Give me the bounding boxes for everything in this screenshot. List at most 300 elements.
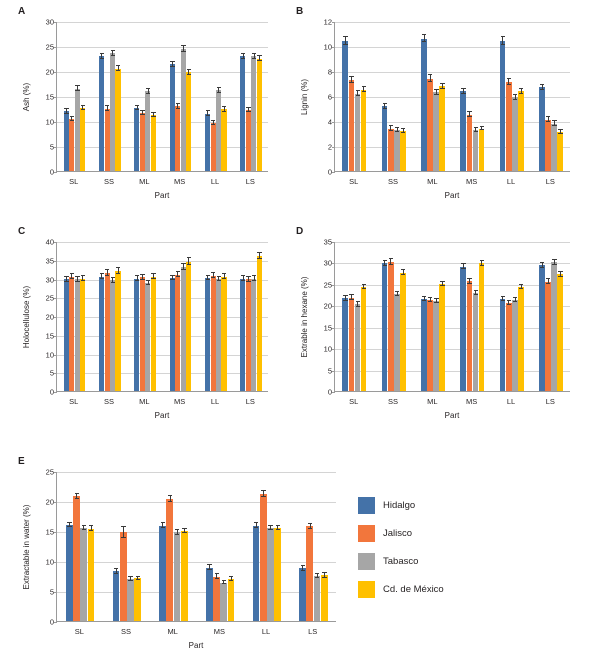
x-tick-label: SL [69, 177, 79, 186]
bar-group [500, 22, 524, 171]
error-bar-cap [395, 295, 399, 296]
error-bar-cap [75, 281, 79, 282]
bar [220, 583, 227, 621]
error-bar-cap [474, 131, 478, 132]
error-bar-cap [161, 527, 165, 528]
error-bar-cap [467, 116, 471, 117]
bar [99, 277, 104, 391]
error-bar-cap [82, 525, 86, 526]
bar [467, 115, 473, 171]
error-bar-cap [401, 269, 405, 270]
gridline [57, 472, 336, 473]
bar [467, 281, 473, 391]
error-bar-cap [222, 273, 226, 274]
y-tick-mark [332, 97, 335, 98]
bar [394, 294, 400, 391]
error-bar-cap [170, 279, 174, 280]
bar [240, 279, 245, 392]
x-axis-label: Part [188, 641, 204, 650]
error-bar-cap [552, 125, 556, 126]
bar [115, 69, 120, 172]
error-bar-cap [383, 108, 387, 109]
bar [355, 304, 361, 391]
y-tick-mark [332, 72, 335, 73]
error-bar-cap [151, 273, 155, 274]
y-tick-label: 10 [45, 557, 54, 567]
error-bar-cap [513, 94, 517, 95]
gridline [57, 97, 268, 98]
x-tick-label: SS [387, 397, 398, 406]
y-tick-mark [54, 502, 57, 503]
y-tick-mark [54, 392, 57, 393]
legend-item [358, 550, 444, 572]
error-bar-cap [507, 300, 511, 301]
bar-group [421, 242, 445, 391]
error-bar-cap [151, 116, 155, 117]
error-bar-cap [105, 275, 109, 276]
error-bar-cap [301, 565, 305, 566]
error-bar-cap [151, 112, 155, 113]
error-bar-cap [116, 70, 120, 71]
bar [66, 525, 73, 621]
error-bar-cap [434, 302, 438, 303]
x-tick-label: ML [139, 177, 150, 186]
error-bar-cap [558, 133, 562, 134]
bar-group [253, 472, 282, 621]
bar [105, 273, 110, 391]
bar [113, 571, 120, 621]
error-bar-cap [170, 61, 174, 62]
y-tick-mark [54, 532, 57, 533]
error-bar-cap [389, 130, 393, 131]
error-bar-cap [461, 263, 465, 264]
error-bar-cap [546, 121, 550, 122]
legend-swatch-icon [358, 553, 375, 570]
bar-group [382, 22, 406, 171]
y-tick-mark [54, 317, 57, 318]
error-bar-cap [222, 106, 226, 107]
y-axis-label: Extrable in hexane (%) [300, 276, 309, 358]
error-bar-cap [64, 276, 68, 277]
x-tick-label: LS [245, 177, 255, 186]
error-bar-cap [146, 280, 150, 281]
bar [382, 263, 388, 391]
y-tick-label: 35 [45, 256, 54, 265]
error-bar-cap [507, 84, 511, 85]
x-tick-label: LL [261, 627, 271, 636]
y-axis-label: Ash (%) [22, 82, 31, 112]
y-tick-label: 30 [323, 258, 332, 268]
error-bar-cap [395, 127, 399, 128]
error-bar-cap [175, 534, 179, 535]
bar [321, 575, 328, 621]
error-bar-cap [315, 573, 319, 574]
chart-legend [358, 494, 444, 606]
x-tick-label: LL [506, 397, 516, 406]
error-bar-cap [467, 111, 471, 112]
x-tick-label: SS [103, 177, 114, 186]
y-tick-mark [54, 280, 57, 281]
plot-area-e [45, 467, 336, 627]
error-bar-cap [206, 110, 210, 111]
legend-swatch-icon [358, 525, 375, 542]
y-tick-label: 6 [327, 92, 332, 102]
error-bar-cap [434, 298, 438, 299]
bar-group [99, 242, 121, 391]
bar [151, 115, 156, 171]
bar [205, 114, 210, 172]
bar-group [205, 242, 227, 391]
bar [170, 64, 175, 171]
error-bar-cap [362, 86, 366, 87]
error-bar-cap [140, 279, 144, 280]
bar [361, 287, 367, 391]
error-bar-cap [383, 103, 387, 104]
bar [361, 90, 367, 171]
x-tick-label: ML [427, 177, 438, 186]
error-bar-cap [519, 93, 523, 94]
error-bar-cap [211, 272, 215, 273]
y-tick-mark [332, 147, 335, 148]
bar [539, 265, 545, 391]
bar-group [539, 22, 563, 171]
bar [421, 299, 427, 391]
bar [388, 129, 394, 172]
error-bar-cap [461, 88, 465, 89]
x-tick-label: LL [210, 177, 220, 186]
x-tick-label: SS [103, 397, 114, 406]
x-axis-label: Part [154, 411, 170, 420]
error-bar-cap [241, 275, 245, 276]
bar [216, 90, 221, 171]
bar-group [170, 22, 192, 171]
error-bar-cap [100, 53, 104, 54]
bar [69, 277, 74, 391]
x-tick-label: ML [167, 627, 178, 636]
y-tick-mark [332, 242, 335, 243]
y-axis-label: Lignin (%) [300, 79, 309, 116]
y-tick-mark [54, 622, 57, 623]
x-tick-label: LS [545, 397, 555, 406]
error-bar-cap [67, 522, 71, 523]
y-tick-mark [332, 371, 335, 372]
bar-group [159, 472, 188, 621]
y-tick-label: 20 [323, 301, 332, 311]
bar [75, 279, 80, 391]
y-tick-mark [54, 562, 57, 563]
error-bar-cap [207, 569, 211, 570]
bar [175, 106, 180, 171]
x-tick-label: MS [174, 397, 186, 406]
bar [186, 72, 191, 171]
bar [267, 528, 274, 621]
error-bar-cap [343, 36, 347, 37]
bar [181, 531, 188, 621]
error-bar-cap [467, 278, 471, 279]
panel-letter-b: B [296, 6, 304, 17]
error-bar-cap [257, 258, 261, 259]
error-bar-cap [252, 275, 256, 276]
bar [427, 79, 433, 172]
bar [246, 110, 251, 171]
bar-group [99, 22, 121, 171]
x-tick-label: SL [349, 177, 359, 186]
error-bar-cap [401, 274, 405, 275]
bar [211, 276, 216, 392]
bar-group [460, 22, 484, 171]
error-bar-cap [349, 82, 353, 83]
bar-group [113, 472, 142, 621]
error-bar-cap [64, 108, 68, 109]
error-bar-cap [268, 529, 272, 530]
error-bar-cap [322, 572, 326, 573]
legend-label: Cd. de México [383, 583, 444, 595]
y-tick-mark [332, 349, 335, 350]
y-tick-mark [54, 298, 57, 299]
y-tick-label: 30 [45, 274, 54, 284]
error-bar-cap [252, 280, 256, 281]
bar [349, 298, 355, 391]
bar-group [240, 242, 262, 391]
error-bar-cap [217, 92, 221, 93]
error-bar-cap [75, 276, 79, 277]
error-bar-cap [146, 284, 150, 285]
error-bar-cap [89, 530, 93, 531]
y-tick-mark [332, 285, 335, 286]
error-bar-cap [254, 527, 258, 528]
error-bar-cap [135, 109, 139, 110]
y-tick-mark [54, 147, 57, 148]
x-tick-label: MS [466, 177, 478, 186]
y-tick-label: 0 [327, 387, 332, 397]
bar-group [299, 472, 328, 621]
bar [500, 41, 506, 171]
bar [186, 262, 191, 391]
error-bar-cap [100, 273, 104, 274]
bar-group [205, 22, 227, 171]
error-bar-cap [187, 74, 191, 75]
error-bar-cap [276, 525, 280, 526]
x-axis-label: Part [444, 411, 460, 420]
y-tick-label: 40 [45, 237, 54, 247]
error-bar-cap [501, 296, 505, 297]
error-bar-cap [356, 95, 360, 96]
x-tick-label: MS [213, 627, 225, 636]
error-bar-cap [428, 297, 432, 298]
error-bar-cap [401, 132, 405, 133]
error-bar-cap [217, 276, 221, 277]
gridline [335, 72, 570, 73]
error-bar-cap [128, 576, 132, 577]
error-bar-cap [105, 110, 109, 111]
gridline [57, 122, 268, 123]
gridline [335, 306, 570, 307]
bar [174, 532, 181, 621]
error-bar-cap [558, 271, 562, 272]
error-bar-cap [176, 108, 180, 109]
gridline [57, 562, 336, 563]
error-bar-cap [136, 579, 140, 580]
error-bar-cap [480, 126, 484, 127]
y-tick-mark [54, 72, 57, 73]
x-tick-label: ML [139, 397, 150, 406]
error-bar-cap [75, 498, 79, 499]
bar [69, 119, 74, 172]
error-bar-cap [121, 537, 125, 538]
gridline [57, 373, 268, 374]
bar [557, 274, 563, 391]
bar-group [539, 242, 563, 391]
bar [306, 526, 313, 621]
error-bar-cap [480, 129, 484, 130]
bar [105, 109, 110, 172]
error-bar-cap [362, 284, 366, 285]
bar [557, 132, 563, 171]
bar [110, 280, 115, 391]
y-tick-label: 10 [45, 349, 54, 359]
error-bar-cap [100, 278, 104, 279]
bar [342, 298, 348, 391]
y-tick-mark [332, 122, 335, 123]
bar-group [500, 242, 524, 391]
gridline [57, 261, 268, 262]
error-bar-cap [81, 109, 85, 110]
error-bar-cap [211, 124, 215, 125]
y-tick-label: 30 [45, 17, 54, 27]
error-bar-cap [383, 260, 387, 261]
gridline [57, 336, 268, 337]
y-tick-label: 5 [327, 365, 332, 375]
gridline [57, 317, 268, 318]
bar [274, 528, 281, 621]
error-bar-cap [229, 576, 233, 577]
error-bar-cap [140, 114, 144, 115]
error-bar-cap [81, 275, 85, 276]
error-bar-cap [422, 300, 426, 301]
panel-letter-a: A [18, 6, 26, 17]
y-tick-label: 0 [49, 167, 54, 177]
error-bar-cap [181, 269, 185, 270]
error-bar-cap [146, 93, 150, 94]
error-bar-cap [151, 278, 155, 279]
bar [545, 120, 551, 171]
error-bar-cap [116, 267, 120, 268]
bar [110, 53, 115, 171]
bar [539, 87, 545, 171]
error-bar-cap [217, 87, 221, 88]
y-tick-label: 25 [323, 280, 332, 290]
bar [479, 129, 485, 172]
error-bar-cap [356, 90, 360, 91]
error-bar-cap [222, 111, 226, 112]
bar [257, 256, 262, 391]
error-bar-cap [349, 294, 353, 295]
y-tick-label: 15 [323, 322, 332, 332]
bar [260, 494, 267, 621]
bar [64, 111, 69, 171]
bar [545, 282, 551, 391]
error-bar-cap [64, 281, 68, 282]
error-bar-cap [401, 128, 405, 129]
gridline [57, 22, 268, 23]
x-tick-label: LS [308, 627, 318, 636]
bar [80, 108, 85, 171]
y-tick-label: 25 [45, 467, 54, 477]
bar [460, 267, 466, 391]
error-bar-cap [440, 83, 444, 84]
error-bar-cap [252, 58, 256, 59]
bar [551, 124, 557, 172]
error-bar-cap [268, 525, 272, 526]
x-tick-label: SS [387, 177, 398, 186]
x-tick-label: SS [120, 627, 131, 636]
y-tick-label: 15 [45, 527, 54, 537]
bar [551, 262, 557, 391]
y-tick-label: 20 [45, 497, 54, 507]
error-bar-cap [175, 529, 179, 530]
error-bar-cap [519, 284, 523, 285]
bar [314, 576, 321, 621]
legend-label: Jalisco [383, 527, 413, 539]
y-tick-mark [54, 336, 57, 337]
y-tick-label: 4 [327, 117, 332, 127]
error-bar-cap [206, 279, 210, 280]
y-tick-mark [332, 47, 335, 48]
bar [127, 579, 134, 621]
y-tick-mark [54, 373, 57, 374]
bar [253, 526, 260, 621]
error-bar-cap [105, 105, 109, 106]
legend-item [358, 494, 444, 516]
error-bar-cap [215, 578, 219, 579]
bar [75, 89, 80, 172]
plot-area-b [323, 17, 570, 177]
y-tick-mark [54, 172, 57, 173]
gridline [335, 47, 570, 48]
y-tick-mark [54, 97, 57, 98]
bar [216, 279, 221, 391]
error-bar-cap [422, 34, 426, 35]
bar [170, 278, 175, 391]
gridline [335, 349, 570, 350]
error-bar-cap [81, 280, 85, 281]
error-bar-cap [176, 271, 180, 272]
y-tick-mark [54, 22, 57, 23]
bar [433, 301, 439, 391]
panel-letter-d: D [296, 226, 304, 237]
error-bar-cap [135, 105, 139, 106]
bar [80, 279, 85, 392]
error-bar-cap [114, 573, 118, 574]
error-bar-cap [395, 291, 399, 292]
bar [382, 106, 388, 171]
error-bar-cap [187, 257, 191, 258]
error-bar-cap [513, 297, 517, 298]
bar [460, 91, 466, 171]
bar [151, 277, 156, 391]
bar [500, 299, 506, 391]
x-tick-label: LS [545, 177, 555, 186]
y-tick-label: 8 [327, 67, 332, 77]
error-bar-cap [176, 103, 180, 104]
error-bar-cap [111, 50, 115, 51]
x-tick-label: ML [427, 397, 438, 406]
error-bar-cap [81, 105, 85, 106]
error-bar-cap [501, 300, 505, 301]
gridline [57, 47, 268, 48]
gridline [57, 72, 268, 73]
error-bar-cap [308, 528, 312, 529]
